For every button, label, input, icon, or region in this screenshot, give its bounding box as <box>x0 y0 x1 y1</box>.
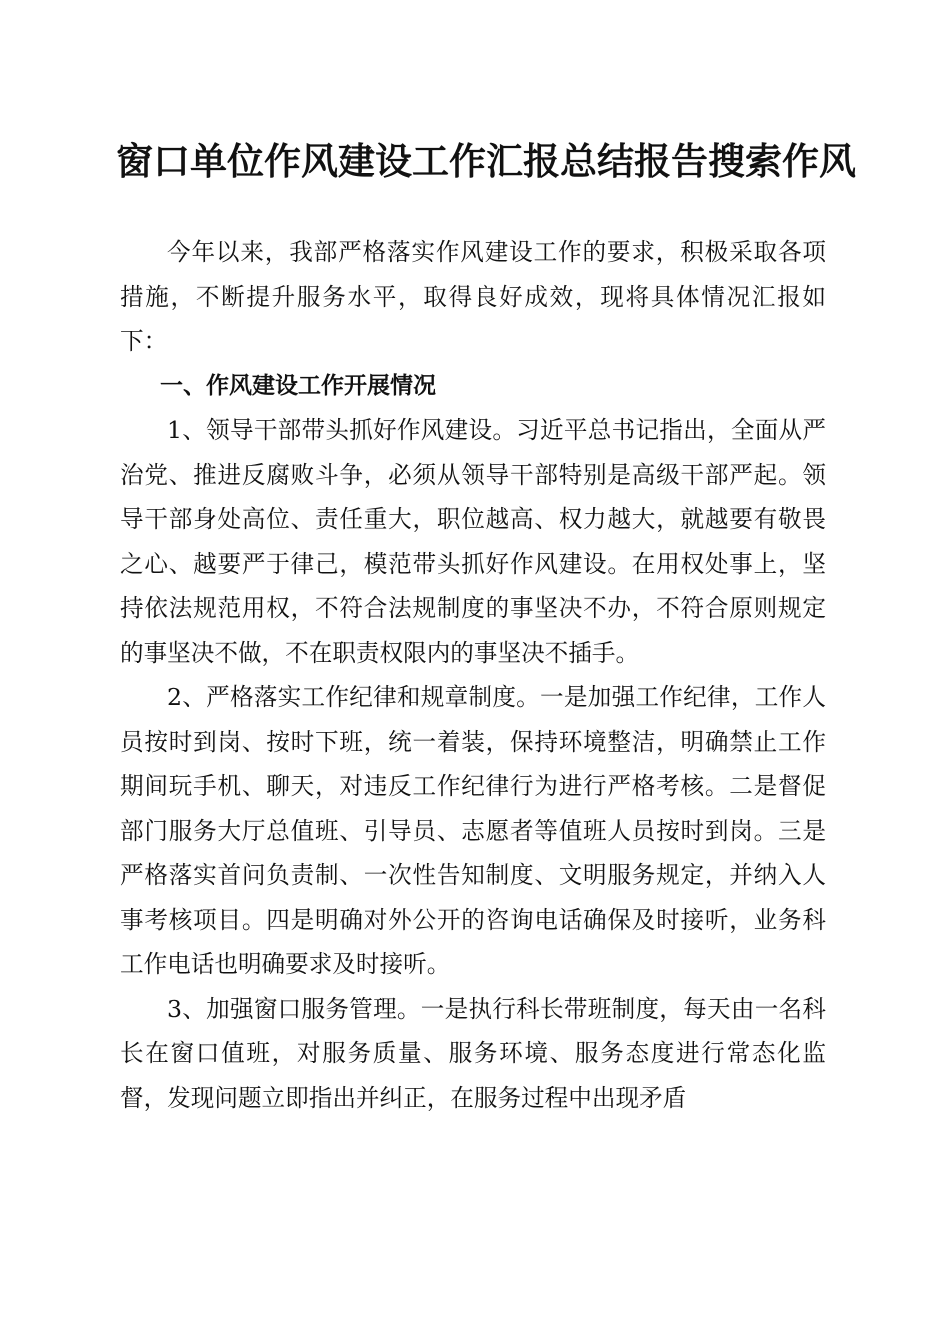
section-heading: 一、作风建设工作开展情况 <box>160 372 436 399</box>
document-title: 窗口单位作风建设工作汇报总结报告搜索作风 <box>116 139 856 183</box>
intro-paragraph: 今年以来，我部严格落实作风建设工作的要求，积极采取各项措施，不断提升服务水平，取得良好成效，现将具体情况汇报如下： <box>120 238 826 355</box>
paragraph-1: 1、领导干部带头抓好作风建设。习近平总书记指出，全面从严治党、推进反腐败斗争，必须从领导干部特别是高级干部严起。领导干部身处高位、责任重大，职位越高、权力越大，就越要有敬畏之心、越要严于律己，模范带头抓好作风建设。在用权处事上，坚持依法规范用权，不符合法规制度的事坚决不办，不符合原则规定的事坚决不做，不在职责权限内的事坚决不插手。 <box>120 416 826 667</box>
paragraph-3: 3、加强窗口服务管理。一是执行科长带班制度，每天由一名科长在窗口值班，对服务质量、服务环境、服务态度进行常态化监督，发现问题立即指出并纠正，在服务过程中出现矛盾 <box>120 994 826 1112</box>
paragraph-2: 2、严格落实工作纪律和规章制度。一是加强工作纪律，工作人员按时到岗、按时下班，统一着装，保持环境整洁，明确禁止工作期间玩手机、聊天，对违反工作纪律行为进行严格考核。二是督促部门服务大厅总值班、引导员、志愿者等值班人员按时到岗。三是严格落实首问负责制、一次性告知制度、文明服务规定，并纳入人事考核项目。四是明确对外公开的咨询电话确保及时接听，业务科工作电话也明确要求及时接听。 <box>120 683 826 978</box>
document-page <box>116 0 856 1344</box>
document-body <box>120 230 826 1120</box>
